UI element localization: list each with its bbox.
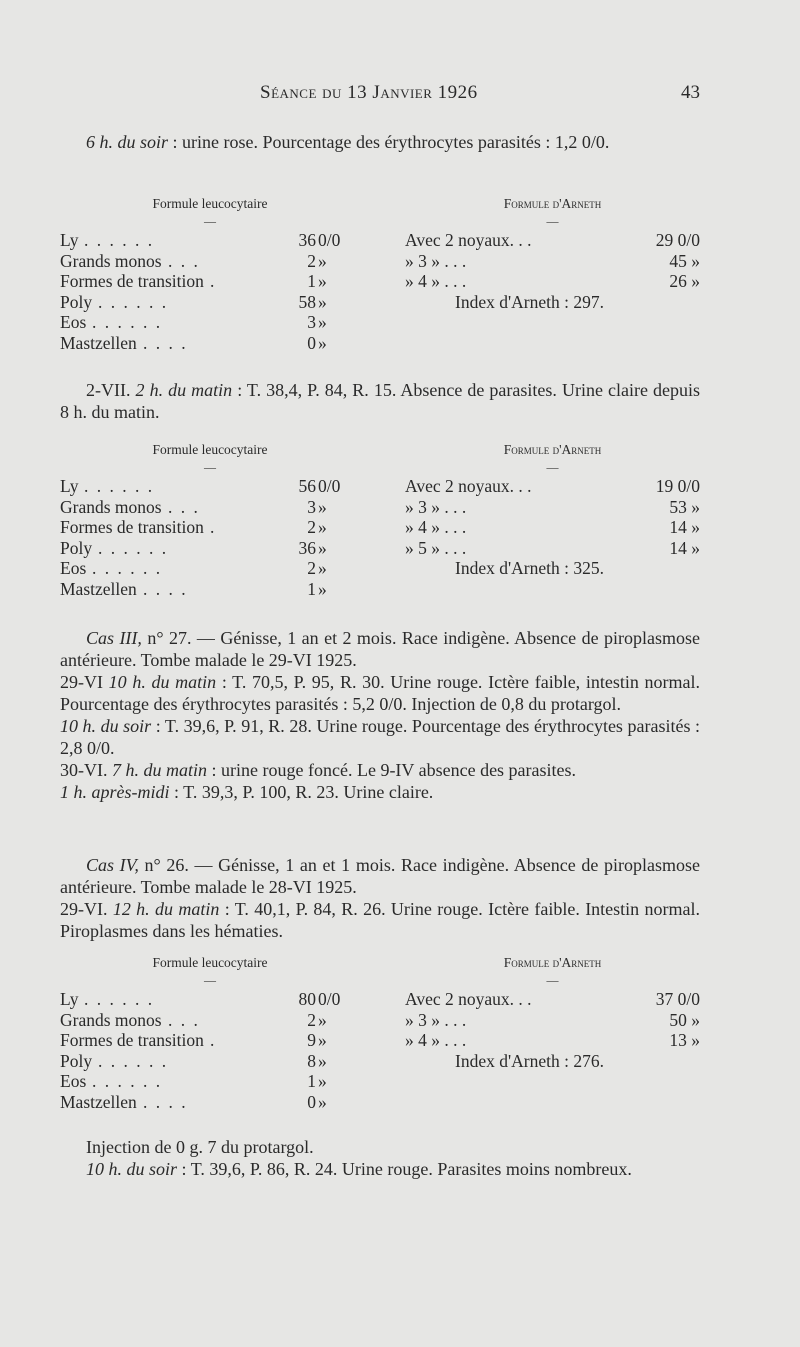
time-label: 12 h. du matin <box>112 899 220 919</box>
cell-unit: » <box>318 1009 327 1030</box>
leukocyte-row <box>60 517 360 538</box>
case-iii <box>60 627 700 803</box>
leader-dots: . . . <box>168 496 200 517</box>
cell-unit: » <box>318 271 327 291</box>
cell-value: 36 <box>298 230 316 250</box>
cell-label: Eos <box>60 1071 87 1091</box>
cell-value: 1 <box>307 271 316 291</box>
date-label: 2-VII. <box>86 380 131 400</box>
leukocyte-row <box>60 230 360 251</box>
arneth-row <box>405 989 700 1010</box>
cell-label: Poly <box>60 291 93 312</box>
cell-unit: » <box>318 312 327 332</box>
cell-label: Ly <box>60 476 79 496</box>
title-dash: — <box>546 973 559 987</box>
case-text: : T. 40,1, P. 84, R. 26. Urine rouge. Ictère faible. Intestin normal. Piroplasmes dans les hématies. <box>60 899 701 941</box>
leukocyte-formula <box>60 196 360 353</box>
paragraph-evening-urine <box>60 131 700 153</box>
cell-label: Mastzellen <box>60 578 137 599</box>
cell-label: Avec 2 noyaux. . . <box>405 476 532 496</box>
case-title: Cas III, <box>86 628 142 648</box>
leader-dots: . . . . <box>143 1091 188 1112</box>
cell-value: 2 <box>307 558 316 578</box>
arneth-formula <box>405 196 700 312</box>
cell-value: 8 <box>307 1050 316 1071</box>
leukocyte-row <box>60 579 360 600</box>
leukocyte-formula-title: Formule leucocytaire <box>152 442 268 457</box>
cell-unit: » <box>318 1050 327 1071</box>
cell-label: » 3 » . . . <box>405 496 467 517</box>
cell-value: 53 » <box>669 496 700 517</box>
leader-dots: . . . . <box>143 332 188 353</box>
leukocyte-row <box>60 333 360 354</box>
cell-label: » 4 » . . . <box>405 517 467 537</box>
leukocyte-rows <box>60 989 360 1112</box>
leukocyte-row <box>60 251 360 272</box>
case-text: n° 26. — Génisse, 1 an et 1 mois. Race indigène. Absence de piroplasmose antérieure. Tombe malade le 28-VI 1925. <box>60 855 700 897</box>
page-header <box>60 82 700 112</box>
cell-value: 13 » <box>669 1030 700 1050</box>
cell-unit: » <box>318 517 327 537</box>
cell-unit: » <box>318 578 327 599</box>
leader-dots: . . . . . . <box>98 1050 169 1071</box>
leukocyte-row <box>60 497 360 518</box>
leukocyte-formula <box>60 955 360 1112</box>
arneth-index: Index d'Arneth : 297. <box>455 291 604 312</box>
cell-label: » 5 » . . . <box>405 537 467 558</box>
leader-dots: . <box>210 1030 217 1050</box>
leader-dots: . . . . . . <box>84 476 155 496</box>
cell-label: Mastzellen <box>60 332 137 353</box>
paragraph-injection <box>60 1136 700 1180</box>
arneth-row <box>405 251 700 272</box>
cell-value: 37 0/0 <box>655 989 700 1009</box>
cell-label: Grands monos <box>60 496 162 517</box>
paragraph-text: : T. 39,6, P. 86, R. 24. Urine rouge. Parasites moins nombreux. <box>177 1159 632 1179</box>
paragraph-text: : T. 38,4, P. 84, R. 15. Absence de parasites. Urine claire depuis 8 h. du matin. <box>60 380 700 422</box>
leukocyte-formula-title: Formule leucocytaire <box>152 196 268 211</box>
case-text: : T. 39,3, P. 100, R. 23. Urine claire. <box>169 782 434 802</box>
leader-dots: . <box>210 517 217 537</box>
case-text: n° 27. — Génisse, 1 an et 2 mois. Race indigène. Absence de piroplasmose antérieure. Tombe malade le 29-VI 1925. <box>60 628 700 670</box>
time-label: 10 h. du soir <box>60 716 152 736</box>
leader-dots: . . . . . . <box>84 230 155 250</box>
arneth-rows <box>405 230 700 312</box>
leader-dots: . . . . . . <box>84 989 155 1009</box>
leader-dots: . . . . <box>143 578 188 599</box>
cell-value: 56 <box>298 476 316 496</box>
leader-dots: . . . . . . <box>98 291 169 312</box>
cell-value: 26 » <box>669 271 700 291</box>
injection-line: Injection de 0 g. 7 du protargol. <box>86 1137 314 1157</box>
cell-label: Poly <box>60 1050 93 1071</box>
leader-dots: . <box>210 271 217 291</box>
running-title: Séance du 13 Janvier 1926 <box>260 82 478 103</box>
cell-value: 50 » <box>669 1009 700 1030</box>
leukocyte-row <box>60 1071 360 1092</box>
cell-value: 14 » <box>669 537 700 558</box>
leukocyte-row <box>60 1051 360 1072</box>
page-number: 43 <box>681 82 700 103</box>
leader-dots: . . . <box>168 1009 200 1030</box>
time-label: 6 h. du soir <box>86 132 169 152</box>
cell-unit: » <box>318 558 327 578</box>
arneth-row <box>405 271 700 292</box>
cell-unit: » <box>318 1091 327 1112</box>
case-text: : T. 70,5, P. 95, R. 30. Urine rouge. Ictère faible, intestin normal. Pourcentage des érythrocytes parasités : 5,2 0/0. Injection de 0,8 du protargol. <box>60 672 700 714</box>
arneth-row <box>405 497 700 518</box>
title-dash: — <box>204 460 216 474</box>
cell-unit: » <box>318 291 327 312</box>
cell-unit: » <box>318 1071 327 1091</box>
leader-dots: . . . . . . <box>92 1071 163 1091</box>
cell-value: 3 <box>307 496 316 517</box>
time-label: 7 h. du matin <box>112 760 208 780</box>
arneth-formula-title: Formule d'Arneth <box>503 955 602 970</box>
cell-value: 2 <box>307 517 316 537</box>
time-label: 2 h. du matin <box>135 380 233 400</box>
leukocyte-row <box>60 271 360 292</box>
cell-value: 3 <box>307 312 316 332</box>
cell-value: 9 <box>307 1030 316 1050</box>
date-label: 30-VI. <box>60 760 108 780</box>
arneth-formula-title: Formule d'Arneth <box>503 442 602 457</box>
cell-label: Grands monos <box>60 250 162 271</box>
leader-dots: . . . . . . <box>92 558 163 578</box>
cell-value: 2 <box>307 1009 316 1030</box>
leukocyte-row <box>60 1092 360 1113</box>
cell-value: 2 <box>307 250 316 271</box>
time-label: 10 h. du matin <box>108 672 217 692</box>
title-dash: — <box>546 460 559 474</box>
cell-value: 0 <box>307 332 316 353</box>
date-label: 29-VI <box>60 672 103 692</box>
leukocyte-row <box>60 312 360 333</box>
cell-unit: » <box>318 496 327 517</box>
cell-value: 19 0/0 <box>655 476 700 496</box>
leukocyte-row <box>60 558 360 579</box>
arneth-row <box>405 538 700 559</box>
cell-unit: » <box>318 250 327 271</box>
case-text: : urine rouge foncé. Le 9-IV absence des parasites. <box>207 760 577 780</box>
arneth-formula-title: Formule d'Arneth <box>503 196 602 211</box>
arneth-formula <box>405 442 700 579</box>
cell-unit: 0/0 <box>318 989 341 1009</box>
cell-label: » 3 » . . . <box>405 250 467 271</box>
arneth-row <box>405 476 700 497</box>
cell-label: Mastzellen <box>60 1091 137 1112</box>
leader-dots: . . . <box>168 250 200 271</box>
case-title: Cas IV, <box>86 855 139 875</box>
paragraph-text: : urine rose. Pourcentage des érythrocytes parasités : 1,2 0/0. <box>168 132 610 152</box>
cell-unit: 0/0 <box>318 476 341 496</box>
cell-value: 1 <box>307 1071 316 1091</box>
cell-label: Avec 2 noyaux. . . <box>405 989 532 1009</box>
cell-label: Ly <box>60 989 79 1009</box>
case-text: : T. 39,6, P. 91, R. 28. Urine rouge. Pourcentage des érythrocytes parasités : 2,8 0/0. <box>60 716 701 758</box>
cell-unit: » <box>318 537 327 558</box>
arneth-row <box>405 1010 700 1031</box>
date-label: 29-VI. <box>60 899 108 919</box>
leukocyte-formula-title: Formule leucocytaire <box>152 955 268 970</box>
title-dash: — <box>546 214 559 228</box>
cell-value: 0 <box>307 1091 316 1112</box>
leukocyte-row <box>60 989 360 1010</box>
cell-unit: » <box>318 332 327 353</box>
leukocyte-row <box>60 1030 360 1051</box>
leukocyte-row <box>60 476 360 497</box>
paragraph-2-vii <box>60 379 700 423</box>
evening-line <box>60 1158 700 1180</box>
arneth-row <box>405 517 700 538</box>
cell-label: Poly <box>60 537 93 558</box>
leukocyte-rows <box>60 230 360 353</box>
leader-dots: . . . . . . <box>92 312 163 332</box>
cell-label: Formes de transition <box>60 1030 204 1050</box>
leader-dots: . . . . . . <box>98 537 169 558</box>
cell-label: Eos <box>60 558 87 578</box>
title-dash: — <box>204 973 216 987</box>
time-label: 1 h. après-midi <box>60 782 170 802</box>
cell-label: Ly <box>60 230 79 250</box>
cell-value: 58 <box>298 291 316 312</box>
arneth-index: Index d'Arneth : 325. <box>455 558 604 578</box>
arneth-index: Index d'Arneth : 276. <box>455 1050 604 1071</box>
title-dash: — <box>204 214 216 228</box>
cell-label: Eos <box>60 312 87 332</box>
cell-label: Grands monos <box>60 1009 162 1030</box>
cell-label: Formes de transition <box>60 271 204 291</box>
arneth-rows <box>405 989 700 1071</box>
leukocyte-formula <box>60 442 360 599</box>
cell-value: 29 0/0 <box>655 230 700 250</box>
cell-label: » 3 » . . . <box>405 1009 467 1030</box>
leukocyte-row <box>60 538 360 559</box>
arneth-formula <box>405 955 700 1071</box>
leukocyte-rows <box>60 476 360 599</box>
cell-label: Formes de transition <box>60 517 204 537</box>
cell-value: 14 » <box>669 517 700 537</box>
arneth-rows <box>405 476 700 579</box>
cell-value: 1 <box>307 578 316 599</box>
cell-value: 36 <box>298 537 316 558</box>
cell-label: Avec 2 noyaux. . . <box>405 230 532 250</box>
leukocyte-row <box>60 1010 360 1031</box>
arneth-row <box>405 1030 700 1051</box>
case-iv <box>60 854 700 942</box>
cell-value: 80 <box>298 989 316 1009</box>
time-label: 10 h. du soir <box>86 1159 178 1179</box>
arneth-row <box>405 230 700 251</box>
cell-unit: 0/0 <box>318 230 341 250</box>
cell-label: » 4 » . . . <box>405 271 467 291</box>
cell-label: » 4 » . . . <box>405 1030 467 1050</box>
cell-unit: » <box>318 1030 327 1050</box>
cell-value: 45 » <box>669 250 700 271</box>
leukocyte-row <box>60 292 360 313</box>
